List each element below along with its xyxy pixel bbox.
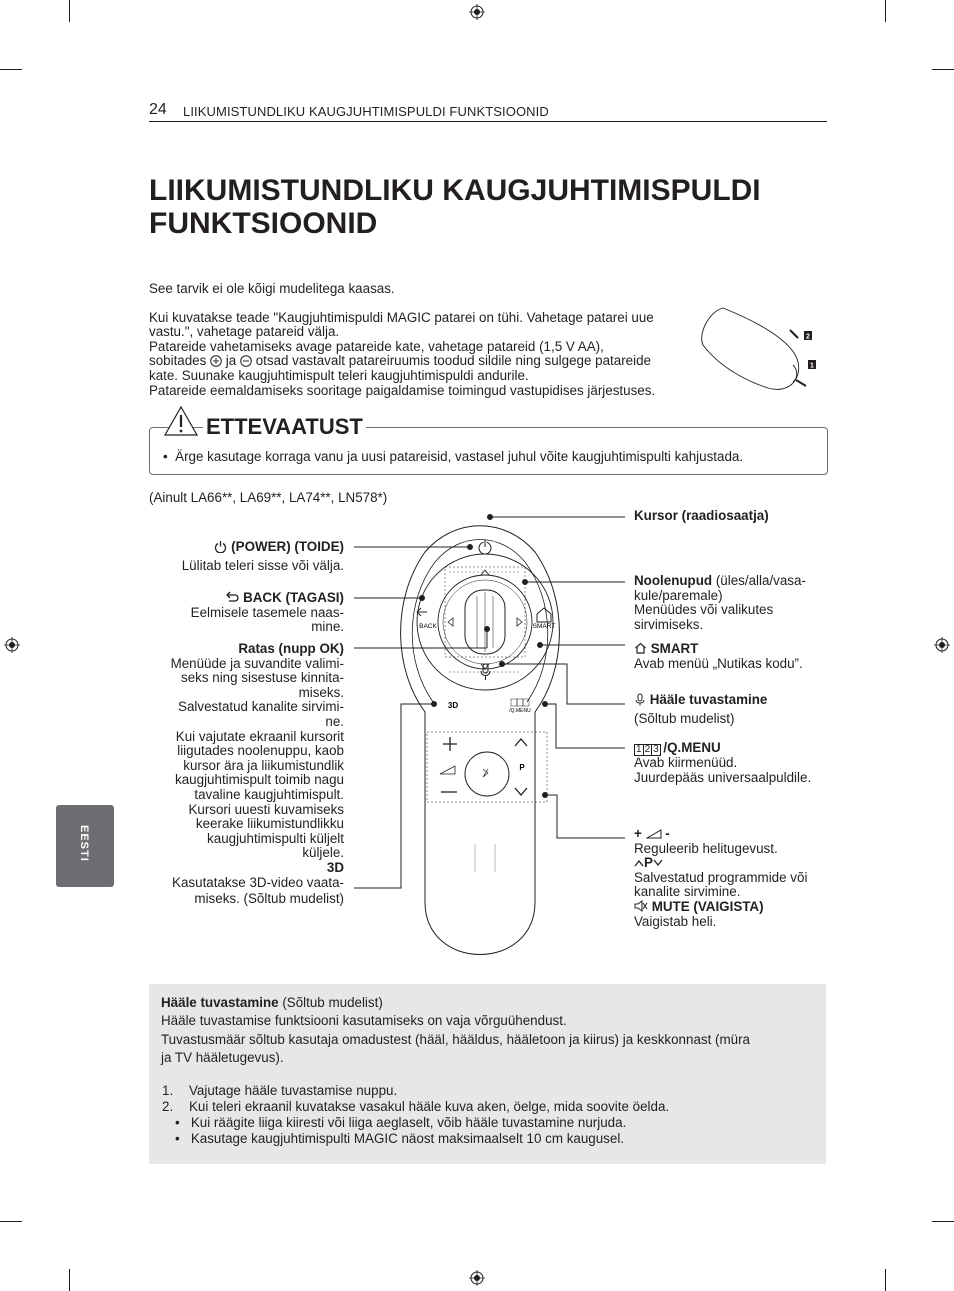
voice-step: 2. Kui teleri ekraanil kuvatakse vasakul hääle kuva aken, öelge, mida soovite öelda. xyxy=(162,1099,670,1115)
power-icon xyxy=(214,540,227,553)
volume-icon xyxy=(646,829,662,839)
caution-title: ETTEVAATUST xyxy=(203,414,366,440)
page-title: LIIKUMISTUNDLIKU KAUGJUHTIMISPULDI FUNKTSIOONID xyxy=(149,174,761,240)
registration-mark-icon xyxy=(4,637,20,653)
remote-back-label: BACK xyxy=(419,623,437,630)
intro-p2: Kui kuvatakse teade "Kaugjuhtimispuldi MAGIC patarei on tühi. Vahetage patarei uue vastu.", vahetage patareid välja. xyxy=(149,309,654,340)
back-arrow-icon xyxy=(225,591,239,603)
language-tab: EESTI xyxy=(56,805,114,887)
intro-p3b: sobitades ja otsad vastavalt patareiruumis toodud sildile ning sulgege patareide xyxy=(149,353,651,369)
intro-p1: See tarvik ei ole kõigi mudelitega kaasas. xyxy=(149,281,395,296)
intro-p3c: kate. Suunake kaugjuhtimispult teleri kaugjuhtimispuldi andurile. xyxy=(149,367,529,383)
arrow-keys-label: Noolenupud (üles/alla/vasa- kule/paremale) Menüüdes või valikutes sirvimiseks. xyxy=(634,573,806,632)
intro-text xyxy=(149,282,694,398)
microphone-icon xyxy=(634,693,646,706)
qmenu-label: 1 2 3 /Q.MENU Avab kiirmenüüd. Juurdepääs universaalpuldile. xyxy=(634,740,812,785)
battery-cover-illustration xyxy=(698,300,823,400)
crop-mark xyxy=(932,69,954,70)
crop-mark xyxy=(932,1221,954,1222)
voice-bullet: • Kasutage kaugjuhtimispulti MAGIC näost maksimaalselt 10 cm kaugusel. xyxy=(175,1131,625,1147)
model-note: (Ainult LA66**, LA69**, LA74**, LN578*) xyxy=(149,490,388,505)
power-label: (POWER) (TOIDE) Lülitab teleri sisse või välja. xyxy=(181,539,344,573)
crop-mark xyxy=(69,1269,70,1291)
registration-mark-icon xyxy=(469,1270,485,1286)
volume-program-label: + - Reguleerib helitugevust. P Salvestatud programmide või kanalite sirvimine. MUTE (VAIGISTA) Vaigistab heli. xyxy=(634,826,808,929)
minus-terminal-icon xyxy=(240,355,252,367)
intro-p3a: Patareide vahetamiseks avage patareide kate, vahetage patareid (1,5 V AA), xyxy=(149,338,604,354)
crop-mark xyxy=(885,0,886,22)
header-rule xyxy=(149,121,827,122)
remote-smart-label: SMART xyxy=(532,623,556,630)
voice-bullet: • Kui räägite liiga kiiresti või liiga aeglaselt, võib hääle tuvastamine nurjuda. xyxy=(175,1115,627,1131)
home-icon xyxy=(634,642,647,654)
registration-mark-icon xyxy=(469,4,485,20)
remote-3d-label: 3D xyxy=(447,701,459,710)
voice-label: Hääle tuvastamine (Sõltub mudelist) xyxy=(634,692,768,726)
crop-mark xyxy=(885,1269,886,1291)
warning-triangle-icon xyxy=(163,405,199,437)
wheel-label: Ratas (nupp OK) Menüüde ja suvandite valimi- seks ning sisestuse kinnita- miseks. Salvestatud kanalite sirvimi- ne. Kui vajutate ekraanil kursorit liigutades noolenuppu, kaob kursor ära ja liikumistundlik kaugjuhtimispult toimib nagu tavaline kaugjuhtimispult. Kursori uuesti kuvamiseks keerake liikumistundlikku kaugjuhtimispulti küljelt küljele. 3D Kasutatakse 3D-video vaata- miseks. (Sõltub mudelist) xyxy=(170,641,344,907)
intro-p4: Patareide eemaldamiseks sooritage paigaldamise toimingud vastupidises järjestuses. xyxy=(149,382,656,398)
crop-mark xyxy=(0,69,22,70)
chevron-up-icon xyxy=(634,859,644,867)
chevron-down-icon xyxy=(653,859,663,867)
smart-label: SMART Avab menüü „Nutikas kodu”. xyxy=(634,641,803,671)
remote-qmenu-label: /Q.MENU xyxy=(509,708,531,714)
cursor-label: Kursor (raadiosaatja) xyxy=(634,508,769,523)
mute-icon xyxy=(634,900,648,912)
voice-step: 1. Vajutage hääle tuvastamise nuppu. xyxy=(162,1083,398,1099)
plus-terminal-icon xyxy=(210,355,222,367)
back-label: BACK (TAGASI) Eelmisele tasemele naas- mine. xyxy=(190,590,344,635)
remote-p-label: P xyxy=(519,763,525,772)
step-2-label: 2 xyxy=(806,333,810,341)
step-1-label: 1 xyxy=(810,362,814,370)
crop-mark xyxy=(0,1221,22,1222)
page-number: 24 xyxy=(149,101,167,118)
crop-mark xyxy=(69,0,70,22)
voice-recognition-text: Hääle tuvastamine (Sõltub mudelist) Hääle tuvastamise funktsiooni kasutamiseks on vaja võrguühendust. Tuvastusmäär sõltub kasutaja omadustest (hääl, hääldus, hääletoon ja kiirus) ja keskkonnast (müra ja TV hääletugevus). 1. Vajutage hääle tuvastamise nuppu. 2. Kui teleri ekraanil kuvatakse vasakul hääle kuva aken, öelge, mida soovite öelda. • Kui räägite liiga kiiresti või liiga aeglaselt, võib hääle tuvastamine nurjuda. • Kasutage kaugjuhtimispulti MAGIC näost maksimaalselt 10 cm kaugusel. xyxy=(161,994,811,1147)
magic-remote-illustration xyxy=(395,512,565,967)
running-title: LIIKUMISTUNDLIKU KAUGJUHTIMISPULDI FUNKTSIOONID xyxy=(183,104,549,119)
registration-mark-icon xyxy=(934,637,950,653)
caution-text: • Ärge kasutage korraga vanu ja uusi patareisid, vastasel juhul võite kaugjuhtimispulti kahjustada. xyxy=(163,449,744,464)
